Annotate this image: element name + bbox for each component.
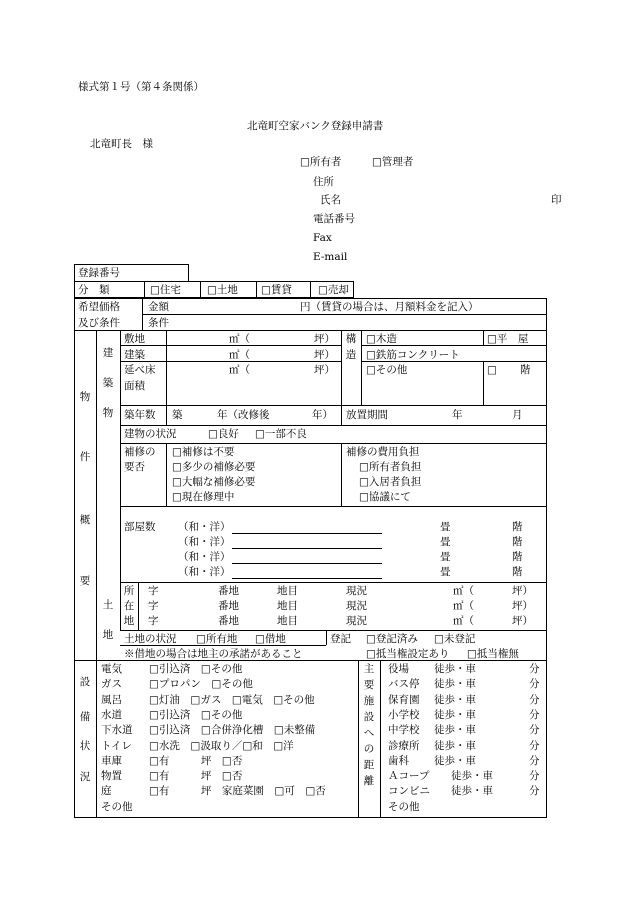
category-label: 分 類: [78, 284, 110, 296]
registration-number-label: 登録番号: [78, 267, 120, 279]
room-type-4: （和・洋）: [178, 566, 231, 578]
distance-facility-name: コンビニ: [388, 785, 430, 798]
property-vlabel-2: 件: [79, 451, 91, 463]
room-floor-3: 階: [512, 551, 523, 563]
mortgage-yes[interactable]: □抵当権設定あり: [366, 648, 450, 660]
distance-vlabel-4: 設: [363, 711, 375, 723]
room-line-3[interactable]: [232, 563, 382, 564]
facility-name: 物置: [101, 770, 122, 783]
manager-checkbox[interactable]: □管理者: [372, 156, 414, 168]
structure-wood[interactable]: □木造: [366, 333, 397, 345]
floor-area-label-1: 延べ床: [124, 364, 156, 376]
amount-label: 金額: [148, 301, 169, 313]
distance-facility-name: その他: [388, 800, 420, 813]
facility-options[interactable]: □プロパン □その他: [149, 678, 253, 691]
distance-facility-name: 歯科: [388, 754, 409, 767]
vacant-year: 年: [452, 409, 463, 421]
land-sqm-3: ㎡（: [453, 615, 474, 627]
storey-label: 階: [520, 364, 531, 376]
land-vlabel-1: 土: [102, 599, 114, 611]
distance-mode[interactable]: 徒歩・車: [434, 663, 476, 675]
room-floor-4: 階: [512, 566, 523, 578]
banchi-2: 番地: [218, 600, 239, 612]
distance-vlabel-1: 主: [363, 663, 375, 675]
facility-name: 水道: [101, 708, 122, 721]
distance-unit: 分: [529, 739, 540, 752]
banchi-3: 番地: [218, 615, 239, 627]
fax-label: Fax: [313, 232, 332, 244]
age-chiku: 築: [172, 409, 183, 421]
site-area-label: 敷地: [124, 333, 145, 345]
building-sqm: ㎡（: [229, 349, 250, 361]
property-vlabel-3: 概: [79, 514, 91, 526]
building-vlabel-2: 築: [102, 377, 114, 389]
distance-unit: 分: [529, 708, 540, 721]
building-area-label: 建築: [124, 349, 145, 361]
age-year-close: 年）: [312, 409, 333, 421]
room-line-2[interactable]: [232, 548, 382, 549]
facility-name: トイレ: [101, 739, 132, 752]
genkyo-2: 現況: [346, 600, 367, 612]
repair-major[interactable]: □大幅な補修必要: [172, 476, 256, 488]
chimoku-3: 地目: [277, 615, 298, 627]
land-owned[interactable]: □所有地: [196, 633, 238, 645]
address-label: 住所: [313, 176, 334, 188]
distance-mode[interactable]: 徒歩・車: [451, 770, 493, 783]
distance-facility-name: Ａコープ: [388, 770, 430, 783]
location-vlabel-3: 地: [123, 615, 135, 627]
storey-checkbox[interactable]: □: [487, 364, 497, 376]
price-label: 希望価格: [78, 301, 120, 313]
vacant-month: 月: [512, 409, 523, 421]
facility-options[interactable]: □有 坪 □否: [149, 770, 243, 783]
room-type-2: （和・洋）: [178, 536, 231, 548]
category-rent[interactable]: □賃貸: [261, 284, 292, 296]
land-status-label: 土地の状況: [124, 633, 177, 645]
building-condition-label: 建物の状況: [124, 428, 177, 440]
condition-partial[interactable]: □一部不良: [255, 428, 307, 440]
facilities-vlabel-4: 況: [79, 771, 91, 783]
facility-name: 庭: [101, 785, 112, 798]
land-tsubo-1: 坪）: [512, 585, 533, 597]
distance-mode[interactable]: 徒歩・車: [434, 708, 476, 721]
distance-unit: 分: [529, 770, 540, 783]
phone-label: 電話番号: [313, 213, 355, 225]
form-number: 様式第１号（第４条関係）: [78, 81, 204, 93]
addressee: 北竜町長 様: [90, 138, 153, 150]
facility-options[interactable]: □引込済 □合併浄化槽 □未整備: [149, 724, 316, 737]
owner-checkbox[interactable]: □所有者: [300, 156, 342, 168]
unregistered[interactable]: □未登記: [434, 633, 476, 645]
structure-other[interactable]: □その他: [366, 364, 408, 376]
facility-options[interactable]: □灯油 □ガス □電気 □その他: [149, 693, 315, 706]
structure-vlabel-2: 造: [345, 349, 357, 361]
land-sqm-1: ㎡（: [453, 585, 474, 597]
facilities-vlabel-3: 状: [79, 740, 91, 752]
room-floor-1: 階: [512, 521, 523, 533]
category-land[interactable]: □土地: [207, 284, 238, 296]
facility-options[interactable]: □有 坪 □否: [149, 754, 243, 767]
structure-rc[interactable]: □鉄筋コンクリート: [366, 349, 460, 361]
distance-vlabel-3: 施: [363, 695, 375, 707]
room-type-3: （和・洋）: [178, 551, 231, 563]
cost-tenant[interactable]: □入居者負担: [359, 476, 422, 488]
site-sqm: ㎡（: [229, 333, 250, 345]
distance-vlabel-8: 離: [363, 775, 375, 787]
repair-in-progress[interactable]: □現在修理中: [172, 491, 235, 503]
distance-facility-name: 保育園: [388, 693, 420, 706]
facility-name: 下水道: [101, 724, 133, 737]
distance-mode[interactable]: 徒歩・車: [451, 785, 493, 798]
repair-not-needed[interactable]: □補修は不要: [172, 446, 235, 458]
floor-sqm: ㎡（: [229, 364, 250, 376]
property-vlabel-4: 要: [79, 575, 91, 587]
distance-vlabel-2: 要: [363, 679, 375, 691]
land-sqm-2: ㎡（: [453, 600, 474, 612]
vacant-period-label: 放置期間: [346, 409, 388, 421]
facility-name: 風呂: [101, 693, 122, 706]
distance-mode[interactable]: 徒歩・車: [434, 678, 476, 691]
land-vlabel-2: 地: [102, 629, 114, 641]
rooms-label: 部屋数: [124, 521, 156, 533]
location-vlabel-2: 在: [123, 600, 135, 612]
distance-facility-name: 中学校: [388, 724, 420, 737]
registered[interactable]: □登記済み: [366, 633, 418, 645]
repair-minor[interactable]: □多少の補修必要: [172, 461, 256, 473]
land-leased[interactable]: □借地: [255, 633, 286, 645]
room-jo-3: 畳: [440, 551, 451, 563]
repair-label-2: 要否: [124, 461, 145, 473]
room-line-1[interactable]: [232, 533, 382, 534]
category-sale[interactable]: □売却: [318, 284, 349, 296]
facility-options[interactable]: □水洗 □汲取り／□和 □洋: [149, 739, 294, 752]
category-house[interactable]: □住宅: [150, 284, 181, 296]
age-year: 年（改修後: [217, 409, 270, 421]
distance-mode[interactable]: 徒歩・車: [434, 693, 476, 706]
aza-2: 字: [148, 600, 159, 612]
genkyo-1: 現況: [346, 585, 367, 597]
distance-facility-name: 役場: [388, 663, 409, 675]
facilities-vlabel-2: 備: [79, 711, 91, 723]
distance-mode[interactable]: 徒歩・車: [434, 754, 476, 767]
conditions-field: 条件: [148, 317, 169, 329]
distance-vlabel-7: 距: [363, 759, 375, 771]
room-jo-4: 畳: [440, 566, 451, 578]
age-label: 築年数: [124, 409, 156, 421]
page-title: 北竜町空家バンク登録申請書: [247, 120, 384, 132]
facility-options[interactable]: □引込済 □その他: [149, 708, 243, 721]
distance-facility-name: バス停: [388, 678, 420, 691]
facilities-vlabel-1: 設: [79, 676, 91, 688]
facility-options[interactable]: □引込済 □その他: [149, 663, 243, 675]
lease-note: ※借地の場合は地主の承諾があること: [124, 648, 303, 660]
distance-unit: 分: [529, 754, 540, 767]
genkyo-3: 現況: [346, 615, 367, 627]
distance-unit: 分: [529, 678, 540, 691]
amount-note: 円（賃貸の場合は、月額料金を記入）: [300, 301, 479, 313]
property-vlabel-1: 物: [79, 391, 91, 403]
banchi-1: 番地: [218, 585, 239, 597]
seal-mark: 印: [551, 194, 562, 206]
building-tsubo: 坪）: [314, 349, 335, 361]
chimoku-1: 地目: [277, 585, 298, 597]
facility-name: 電気: [101, 663, 122, 675]
distance-unit: 分: [529, 693, 540, 706]
location-vlabel-1: 所: [123, 585, 135, 597]
distance-unit: 分: [529, 785, 540, 798]
room-jo-1: 畳: [440, 521, 451, 533]
repair-label-1: 補修の: [124, 446, 156, 458]
distance-vlabel-5: へ: [363, 727, 375, 739]
building-vlabel-1: 建: [102, 347, 114, 359]
distance-facility-name: 小学校: [388, 708, 420, 721]
room-floor-2: 階: [512, 536, 523, 548]
conditions-label: 及び条件: [78, 317, 120, 329]
facility-name: その他: [101, 800, 133, 813]
single-storey[interactable]: □平 屋: [487, 333, 529, 345]
room-line-4[interactable]: [232, 578, 382, 579]
aza-1: 字: [148, 585, 159, 597]
floor-area-label-2: 面積: [124, 380, 145, 392]
facility-name: 車庫: [101, 754, 122, 767]
facility-name: ガス: [101, 678, 122, 691]
distance-unit: 分: [529, 663, 540, 675]
registry-label: 登記: [330, 633, 351, 645]
facility-options[interactable]: □有 坪 家庭菜園 □可 □否: [149, 785, 326, 798]
email-label: E-mail: [313, 251, 348, 263]
distance-mode[interactable]: 徒歩・車: [434, 739, 476, 752]
name-label: 氏名: [320, 194, 341, 206]
condition-good[interactable]: □良好: [208, 428, 239, 440]
room-type-1: （和・洋）: [178, 521, 231, 533]
distance-unit: 分: [529, 724, 540, 737]
floor-tsubo: 坪）: [314, 364, 335, 376]
repair-cost-label: 補修の費用負担: [346, 446, 420, 458]
land-tsubo-2: 坪）: [512, 600, 533, 612]
cost-negotiate[interactable]: □協議にて: [359, 491, 411, 503]
chimoku-2: 地目: [277, 600, 298, 612]
cost-owner[interactable]: □所有者負担: [359, 461, 422, 473]
land-tsubo-3: 坪）: [512, 615, 533, 627]
room-jo-2: 畳: [440, 536, 451, 548]
structure-vlabel-1: 構: [345, 333, 357, 345]
distance-mode[interactable]: 徒歩・車: [434, 724, 476, 737]
distance-facility-name: 診療所: [388, 739, 420, 752]
building-vlabel-3: 物: [102, 407, 114, 419]
aza-3: 字: [148, 615, 159, 627]
site-tsubo: 坪）: [314, 333, 335, 345]
mortgage-no[interactable]: □抵当権無: [467, 648, 519, 660]
distance-vlabel-6: の: [363, 743, 375, 755]
